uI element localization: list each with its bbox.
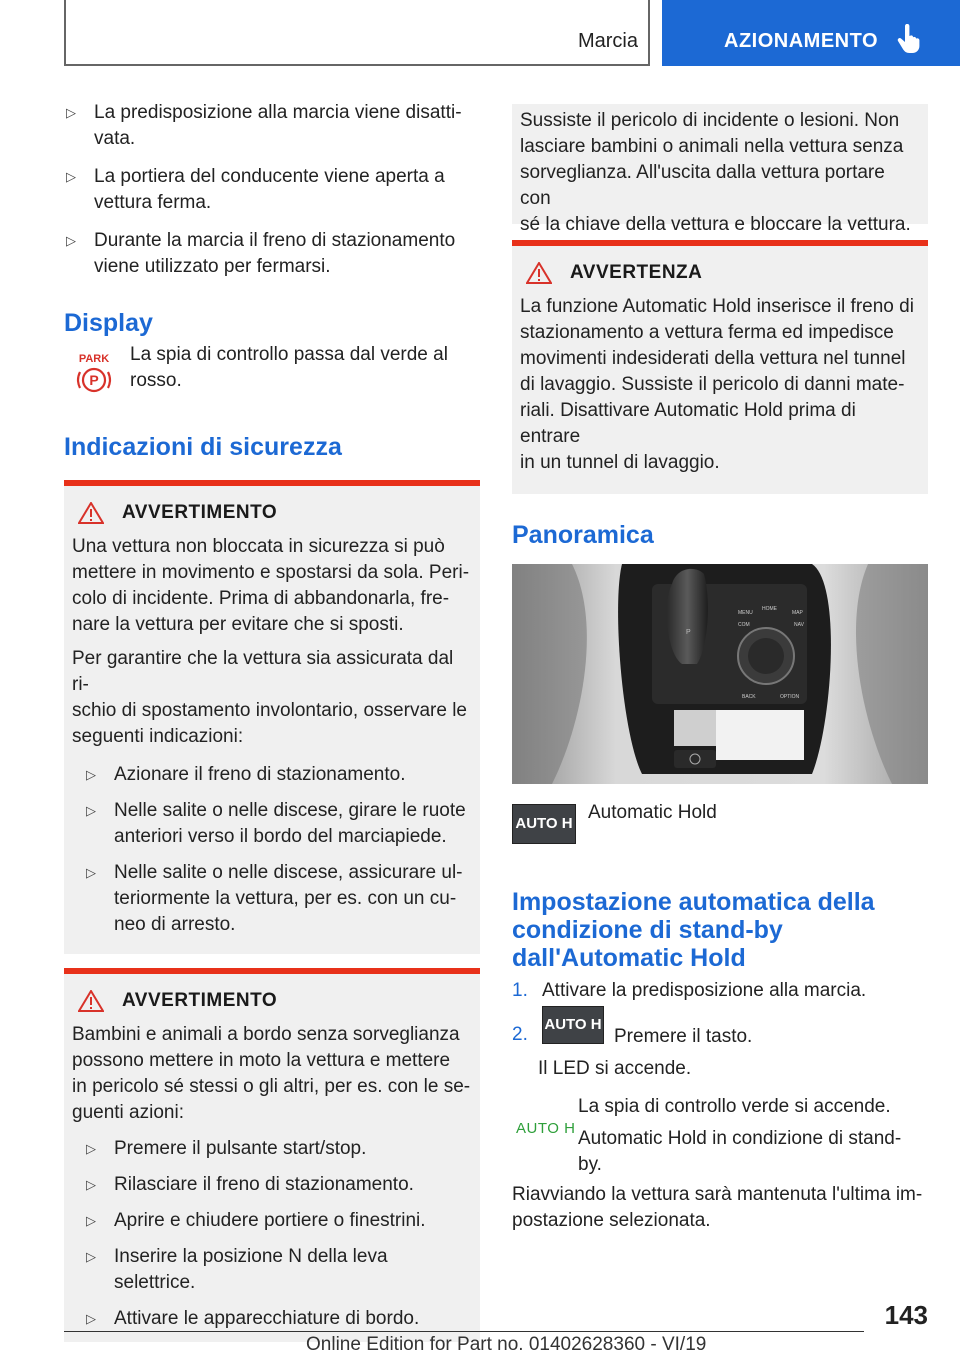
list-item: ▷ La predisposizione alla marcia viene disatti- vata. [64,100,480,152]
header-section-box [64,0,650,66]
park-icon-letter: P [89,372,99,388]
svg-text:P: P [686,629,691,636]
led-text: Il LED si accende. [538,1058,692,1079]
standby-heading: Impostazione automatica della condizione di stand-by dall'Automatic Hold [512,888,875,972]
indicator-text: La spia di controllo verde si accende. [578,1096,891,1117]
warning-box-1 [64,480,480,954]
step-number: 1. [512,980,528,1001]
step-text: Premere il tasto. [614,1026,753,1047]
right-column [512,100,928,1234]
page-number: 143 [884,1300,928,1330]
warning-triangle-icon [526,262,552,284]
step-row [512,1010,928,1060]
warning-paragraph: Sussiste il pericolo di incidente o lesioni. Non lasciare bambini o animali nella vettura senza sorveglianza. All'uscita dalla vettura portare con sé la chiave della vettura e bloccare la vettura. [520,110,911,235]
auto-hold-button: AUTO H [542,1006,604,1044]
restart-text: Riavviando la vettura sarà mantenuta l'ultima im- postazione selezionata. [512,1184,923,1231]
warning-box-2 [64,968,480,1342]
display-row [64,342,480,402]
svg-text:OPTION: OPTION [780,694,800,700]
header-chapter-title: AZIONAMENTO [724,30,879,52]
footer-edition: Online Edition for Part no. 01402628360 - VI/19 [306,1334,707,1355]
warning-continued [512,104,928,235]
list-item: ▷ Attivare le apparecchiature di bordo. [84,1306,472,1332]
warning-triangle-icon [78,502,104,524]
header-chapter-box [662,0,960,66]
auto-hold-indicator-icon: AUTO H [516,1120,576,1137]
warning-title: AVVERTENZA [520,260,920,286]
svg-text:HOME: HOME [762,606,777,612]
warning-paragraph: La funzione Automatic Hold inserisce il freno di stazionamento a vettura ferma ed impedisce movimenti indesiderati della vettura nel tunnel di lavaggio. Sussiste il pericolo di danni mate- riali. Disattivare Automatic Hold prima di entrare in un tunnel di lavaggio. [520,296,914,473]
footer-divider [64,1331,864,1332]
warning-triangle-icon [78,990,104,1012]
center-console-photo [512,564,928,784]
auto-hold-button: AUTO H [512,804,576,844]
list-item: ▷ Rilasciare il freno di stazionamento. [84,1172,472,1198]
indicator-row [512,1094,928,1178]
warning-title: AVVERTIMENTO [72,500,472,526]
warning-paragraph: Bambini e animali a bordo senza sorveglianza possono mettere in moto la vettura e mettere in pericolo sé stessi o gli altri, per es. con le se- guenti azioni: [72,1024,471,1123]
list-item: ▷ Durante la marcia il freno di stazionamento viene utilizzato per fermarsi. [64,228,480,280]
header-section-title: Marcia [577,30,638,52]
overview-heading: Panoramica [512,521,654,549]
left-column [64,100,480,1342]
auto-hold-label: Automatic Hold [588,802,717,823]
svg-text:COM: COM [738,622,750,628]
indicator-text: Automatic Hold in condizione di stand- by. [578,1128,902,1175]
svg-text:MENU: MENU [738,610,753,616]
list-item: ▷ Premere il pulsante start/stop. [84,1136,472,1162]
list-item: ▷ Aprire e chiudere portiere o finestrini. [84,1208,472,1234]
warning-box-3 [512,240,928,494]
svg-text:NAV: NAV [794,622,804,628]
step-text: Attivare la predisposizione alla marcia. [542,980,867,1001]
list-item: ▷ Nelle salite o nelle discese, assicurare ul- teriormente la vettura, per es. con un cu- neo di arresto. [84,860,472,938]
list-item: ▷ Azionare il freno di stazionamento. [84,762,472,788]
warning-paragraph: Per garantire che la vettura sia assicurata dal ri- schio di spostamento involontario, osservare le seguenti indicazioni: [72,648,467,747]
park-icon-label: PARK [78,353,110,365]
step-number: 2. [512,1024,528,1045]
svg-text:MAP: MAP [792,610,803,616]
list-item: ▷ Nelle salite o nelle discese, girare le ruote anteriori verso il bordo del marciapiede. [84,798,472,850]
display-text: La spia di controllo passa dal verde al rosso. [130,344,448,391]
list-item: ▷ La portiera del conducente viene aperta a vettura ferma. [64,164,480,216]
safety-heading: Indicazioni di sicurezza [64,433,342,461]
hand-pointer-icon [896,24,922,54]
auto-hold-row [512,804,928,864]
list-item: ▷ Inserire la posizione N della leva selettrice. [84,1244,472,1296]
park-brake-icon [72,350,116,394]
svg-text:BACK: BACK [742,694,756,700]
warning-title: AVVERTIMENTO [72,988,472,1014]
display-heading: Display [64,309,153,337]
warning-paragraph: Una vettura non bloccata in sicurezza si può mettere in movimento e spostarsi da sola. Peri- colo di incidente. Prima di abbandonarla, fre- nare la vettura per evitare che si sposti. [72,536,470,635]
